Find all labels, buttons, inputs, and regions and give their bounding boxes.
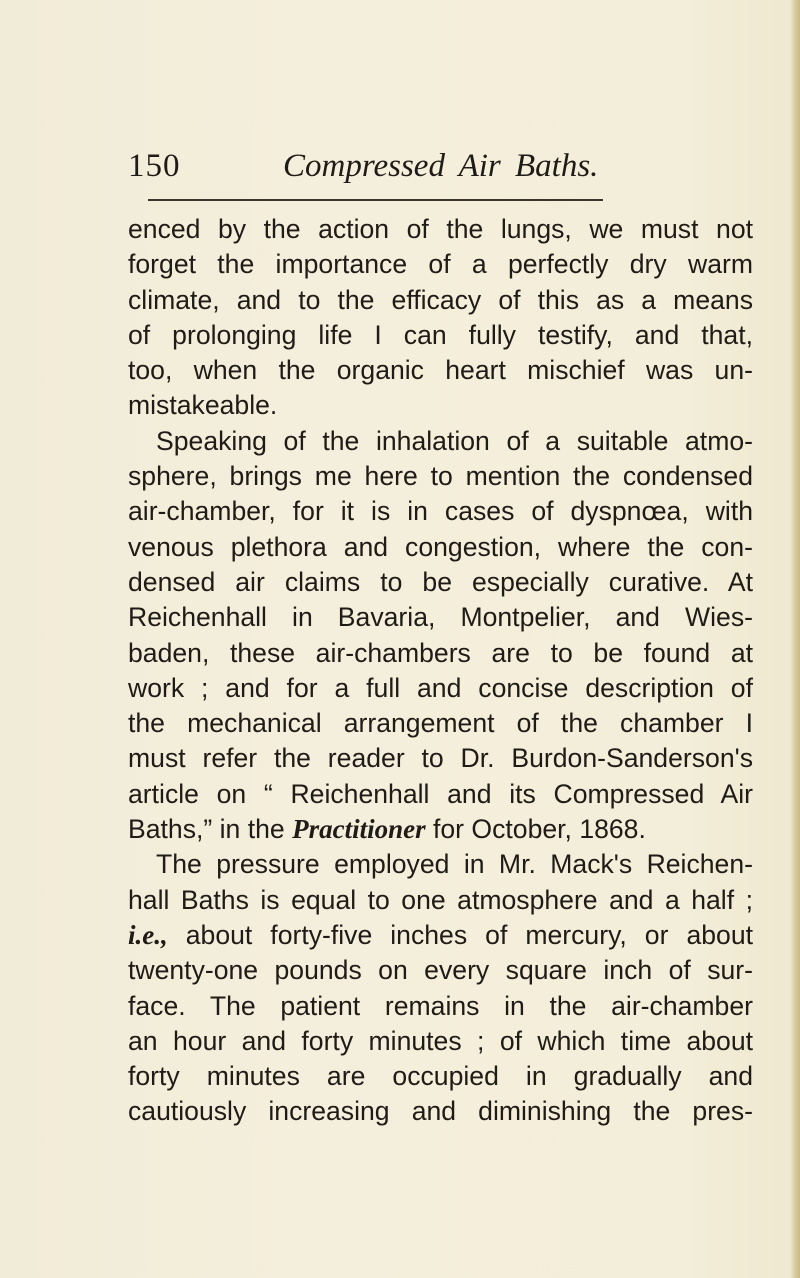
text-line — [128, 812, 753, 847]
running-title: Compressed Air Baths. — [283, 148, 599, 184]
text-fragment: for October, 1868. — [425, 814, 646, 845]
text-line: enced by the action of the lungs, we must not — [128, 214, 753, 244]
text-line: must refer the reader to Dr. Burdon-Sanderson's — [128, 743, 753, 774]
text-line: face. The patient remains in the air-chamber — [128, 990, 753, 1021]
text-line: cautiously increasing and diminishing the pres- — [128, 1096, 753, 1127]
text-line: of prolonging life I can fully testify, and that, — [128, 319, 753, 350]
italic-abbrev: i.e., — [128, 919, 168, 950]
text-line: forget the importance of a perfectly dry warm — [128, 249, 753, 280]
text-line: an hour and forty minutes ; of which time about — [128, 1025, 753, 1056]
page-number: 150 — [128, 148, 181, 184]
text-line: The pressure employed in Mr. Mack's Reichen- — [156, 849, 753, 880]
text-line: work ; and for a full and concise description of — [128, 672, 753, 703]
text-line: Speaking of the inhalation of a suitable atmo- — [156, 425, 753, 456]
italic-title: Practitioner — [292, 814, 426, 845]
text-line: twenty-one pounds on every square inch of sur- — [128, 955, 753, 986]
text-fragment: about forty-five inches of mercury, or about — [167, 919, 753, 950]
header-rule — [148, 199, 603, 201]
text-fragment: Baths,” in the — [128, 814, 293, 845]
text-line: hall Baths is equal to one atmosphere and a half ; — [128, 884, 753, 915]
text-line: climate, and to the efficacy of this as a means — [128, 284, 753, 315]
text-line: baden, these air-chambers are to be found at — [128, 637, 753, 668]
text-line: Reichenhall in Bavaria, Montpelier, and Wies- — [128, 602, 753, 633]
text-line: the mechanical arrangement of the chamber I — [128, 708, 753, 739]
page-header — [128, 148, 748, 194]
page-edge — [790, 0, 800, 1278]
body-text — [128, 212, 753, 1130]
text-line: too, when the organic heart mischief was un- — [128, 355, 753, 386]
text-line: sphere, brings me here to mention the condensed — [128, 461, 753, 492]
text-line: air-chamber, for it is in cases of dyspnœa, with — [128, 496, 753, 527]
text-line — [128, 918, 753, 953]
text-line: densed air claims to be especially curative. At — [128, 566, 753, 597]
text-line: venous plethora and congestion, where the con- — [128, 531, 753, 562]
text-line: article on “ Reichenhall and its Compressed Air — [128, 778, 753, 809]
text-line: mistakeable. — [128, 390, 278, 421]
text-line: forty minutes are occupied in gradually and — [128, 1061, 753, 1092]
